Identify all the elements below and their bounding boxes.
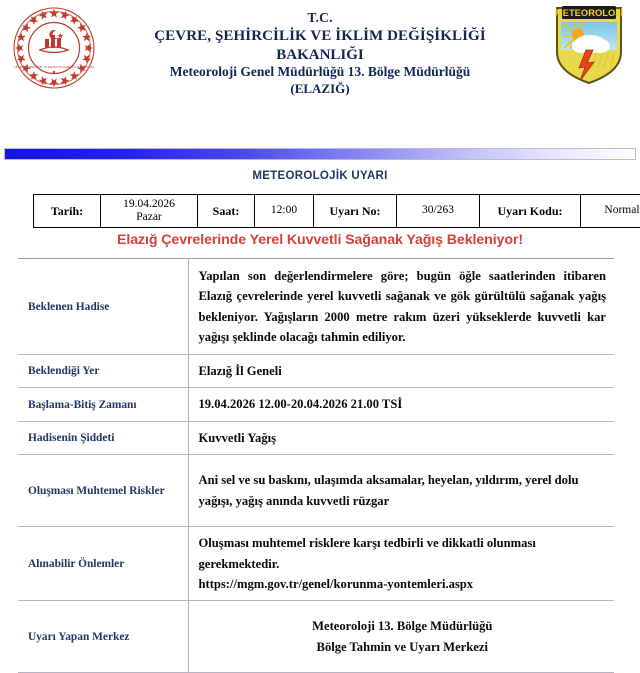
meteoroloji-logo-text: METEOROLOJİ: [555, 7, 623, 18]
label-beklenen-hadise: Beklenen Hadise: [18, 259, 188, 355]
value-uyari-yapan-merkez: [188, 601, 614, 673]
table-row-alinabilir-onlemler: [18, 527, 614, 601]
header-directorate: Meteoroloji Genel Müdürlüğü 13. Bölge Müdürlüğü: [110, 64, 530, 81]
date-value: [101, 195, 198, 228]
warning-no-label: Uyarı No:: [314, 195, 397, 228]
warning-code-value: Normal: [581, 195, 640, 228]
header-tc: T.C.: [110, 10, 530, 27]
header-city: (ELAZIĞ): [110, 81, 530, 97]
warning-code-label: Uyarı Kodu:: [480, 195, 581, 228]
value-alinabilir-onlemler: [188, 527, 614, 601]
turkish-ministry-seal-logo: [12, 6, 96, 90]
decorative-gradient-bar: [4, 148, 636, 160]
ministry-seal-icon: [12, 6, 96, 90]
table-row-hadisenin-siddeti: [18, 421, 614, 454]
table-row-beklenen-hadise: [18, 259, 614, 355]
table-row-olusmasi-muhtemel-riskler: [18, 455, 614, 527]
warning-no-value: 30/263: [397, 195, 480, 228]
label-hadisenin-siddeti: Hadisenin Şiddeti: [18, 421, 188, 454]
table-row-uyari-yapan-merkez: [18, 601, 614, 673]
label-uyari-yapan-merkez: Uyarı Yapan Merkez: [18, 601, 188, 673]
date-value-line1: 19.04.2026: [123, 198, 175, 210]
meteorological-warning-title: METEOROLOJİK UYARI: [0, 170, 640, 182]
value-baslama-bitis-zamani: 19.04.2026 12.00-20.04.2026 21.00 TSİ: [188, 388, 614, 421]
value-beklenen-hadise: Yapılan son değerlendirmelere göre; bugün öğle saatlerinden itibaren Elazığ çevrelerinde yerel kuvvetli sağanak ve gök gürültülü sağanak yağış bekleniyor. Yağışların 2000 metre rakım üzeri yükseklerde kuvvetli kar yağışı şeklinde olacağı tahmin ediliyor.: [188, 259, 614, 355]
document-header: [0, 0, 640, 112]
warning-headline: Elazığ Çevrelerinde Yerel Kuvvetli Sağanak Yağış Bekleniyor!: [0, 232, 640, 248]
value-beklendigi-yer: Elazığ İl Geneli: [188, 355, 614, 388]
table-row-beklendigi-yer: [18, 355, 614, 388]
date-value-line2: Pazar: [136, 211, 162, 223]
merkez-line1: Meteoroloji 13. Bölge Müdürlüğü: [199, 616, 607, 636]
date-label: Tarih:: [34, 195, 101, 228]
value-olusmasi-muhtemel-riskler: Ani sel ve su baskını, ulaşımda aksamalar, heyelan, yıldırım, yerel dolu yağışı, yağış anında kuvvetli rüzgar: [188, 455, 614, 527]
time-label: Saat:: [198, 195, 255, 228]
value-hadisenin-siddeti: Kuvvetli Yağış: [188, 421, 614, 454]
onlemler-link[interactable]: https://mgm.gov.tr/genel/korunma-yontemleri.aspx: [199, 574, 607, 594]
table-row-baslama-bitis-zamani: [18, 388, 614, 421]
header-title-block: [110, 10, 530, 98]
warning-detail-table: [18, 258, 614, 673]
warning-info-table: [33, 194, 640, 228]
time-value: 12:00: [255, 195, 314, 228]
header-ministry-line2: BAKANLIĞI: [110, 46, 530, 65]
info-table-row: [34, 195, 640, 228]
label-beklendigi-yer: Beklendiği Yer: [18, 355, 188, 388]
merkez-line2: Bölge Tahmin ve Uyarı Merkezi: [199, 637, 607, 657]
onlemler-text: Oluşması muhtemel risklere karşı tedbirli ve dikkatli olunması gerekmektedir.: [199, 533, 607, 574]
svg-text:ÇEVRE, ŞEHİRCİLİK VE İKLİM DEĞ: ÇEVRE, ŞEHİRCİLİK VE İKLİM DEĞİŞİKLİĞİ BAKANLIĞI: [14, 64, 95, 70]
meteoroloji-logo: [550, 2, 628, 86]
label-olusmasi-muhtemel-riskler: Oluşması Muhtemel Riskler: [18, 455, 188, 527]
meteoroloji-shield-icon: [550, 2, 628, 86]
label-baslama-bitis-zamani: Başlama-Bitiş Zamanı: [18, 388, 188, 421]
label-alinabilir-onlemler: Alınabilir Önlemler: [18, 527, 188, 601]
header-ministry-line1: ÇEVRE, ŞEHİRCİLİK VE İKLİM DEĞİŞİKLİĞİ: [110, 27, 530, 46]
